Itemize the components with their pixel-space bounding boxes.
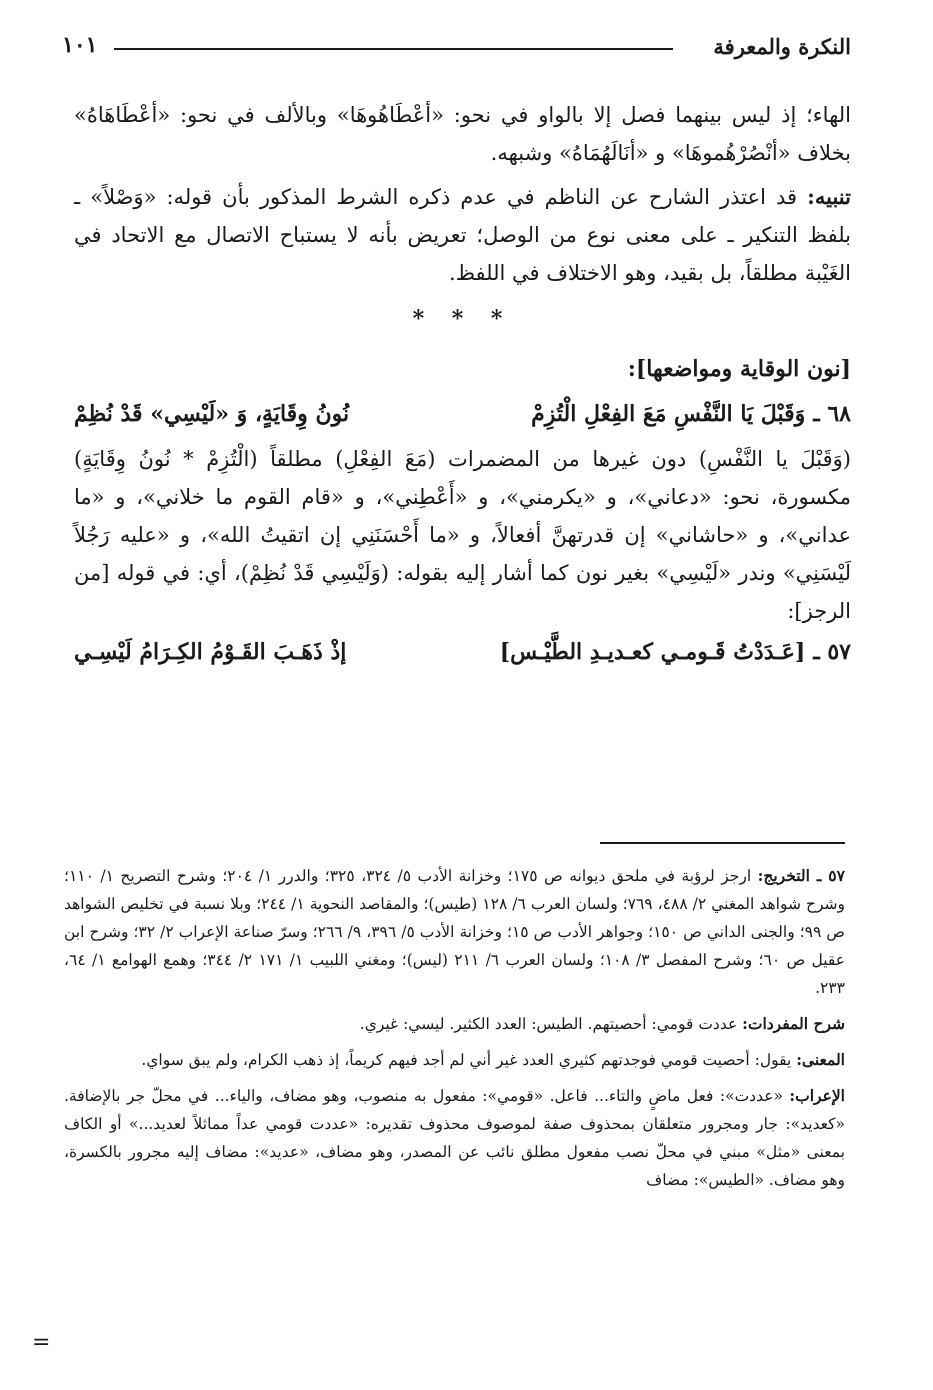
section-divider: * * * — [412, 306, 513, 332]
verse-68 — [74, 394, 851, 434]
page-number: ١٠١ — [62, 32, 98, 58]
commentary-paragraph: (وَقَبْلَ يا النَّفْسِ) دون غيرها من المضمرات (مَعَ الفِعْلِ) مطلقاً (الْتُزِمْ * نُونُ وِقَايَةٍ) مكسورة، نحو: «دعاني»، و «يكرمني»، و «أَعْطِني»، و «قام القوم ما خلاني»، و «ما عداني»، و «حاشاني» إن قدرتهنَّ أفعالاً، و «ما أَحْسَنَنِي إن اتقيتُ الله»، و «عليه رَجُلاً لَيْسَنِي» وندر «لَيْسِي» بغير نون كما أشار إليه بقوله: (وَلَيْسِي قَدْ نُظِمْ)، أي: في قوله [من الرجز]: — [74, 447, 851, 623]
maana-label: المعنى: — [796, 1050, 845, 1069]
verse-57-hemistich-1: [عَـدَدْتُ قَـومـي كعـديـدِ الطَّيْـس] — [499, 639, 806, 665]
footnote-maana — [64, 1046, 845, 1074]
verse-68-hemistich-1: وَقَبْلَ يَا النَّفْسِ مَعَ الفِعْلِ الْتُزِمْ — [531, 401, 806, 427]
tanbih-label: تنبيه: — [807, 184, 851, 209]
verse-68-hemistich-2: نُونُ وِقَايَةٍ، وَ «لَيْسِي» قَدْ نُظِمْ — [74, 401, 350, 427]
chapter-title: النكرة والمعرفة — [713, 34, 851, 59]
verse-57-hemistich-2: إذْ ذَهَـبَ القَـوْمُ الكِـرَامُ لَيْسِـي — [74, 639, 347, 665]
mufradat-label: شرح المفردات: — [742, 1014, 845, 1033]
takhrij-text: ارجز لرؤبة في ملحق ديوانه ص ١٧٥؛ وخزانة الأدب ٥/ ٣٢٤، ٣٢٥؛ والدرر ١/ ٢٠٤؛ وشرح التصريح ١/ ١١٠؛ وشرح شواهد المغني ٢/ ٤٨٨، ٧٦٩؛ ولسان العرب ٦/ ١٢٨ (طيس)؛ والمقاصد النحوية ١/ ٢٤٤؛ وبلا نسبة في تخليص الشواهد ص ٩٩؛ والجنى الداني ص ١٥٠؛ وجواهر الأدب ص ١٥؛ وخزانة الأدب ٥/ ٣٩٦، ٩/ ٢٦٦؛ وسرّ صناعة الإعراب ٢/ ٣٢؛ وشرح ابن عقيل ص ٦٠؛ وشرح المفصل ٣/ ١٠٨؛ ولسان العرب ٦/ ٢١١ (ليس)؛ ومغني اللبيب ١/ ١٧١ ٢/ ٣٤٤؛ وهمع الهوامع ١/ ٦٤، ٢٣٣. — [64, 867, 846, 997]
paragraph-1: الهاء؛ إذ ليس بينهما فصل إلا بالواو في نحو: «أعْطَاهُوهَا» وبالألف في نحو: «أعْطَاهَاهُ» بخلاف «أنْصُرْهُموهَا» و «أنَالَهُمَاهُ» وشبهه. — [74, 103, 851, 165]
tanbih-paragraph — [74, 178, 851, 292]
verse-57 — [74, 632, 851, 672]
footnote-mufradat — [64, 1010, 845, 1038]
verse-57-number: ٥٧ ـ — [813, 639, 851, 665]
tanbih-text: قد اعتذر الشارح عن الناظم في عدم ذكره الشرط المذكور بأن قوله: «وَصْلاً» ـ بلفظ التنكير ـ على معنى نوع من الوصل؛ تعريض بأنه لا يستباح الاتصال مع الاتحاد في الغَيْبة مطلقاً، بل بقيد، وهو الاختلاف في اللفظ. — [74, 185, 851, 285]
footnote-takhrij — [64, 862, 845, 1002]
footnotes — [64, 862, 845, 1194]
continuation-mark: = — [32, 1330, 51, 1355]
header-rule — [114, 48, 673, 50]
takhrij-label: ٥٧ ـ التخريج: — [757, 866, 845, 885]
footnote-separator — [600, 842, 845, 844]
verse-68-number: ٦٨ ـ — [813, 401, 851, 427]
section-heading: [نون الوقاية ومواضعها]: — [627, 356, 851, 382]
footnote-irab — [64, 1082, 845, 1194]
mufradat-text: عددت قومي: أحصيتهم. الطيس: العدد الكثير. ليسي: غيري. — [359, 1015, 738, 1033]
maana-text: يقول: أحصيت قومي فوجدتهم كثيري العدد غير أني لم أجد فيهم كريماً، إذ ذهب الكرام، ولم يبق سواي. — [141, 1051, 792, 1069]
running-header — [62, 30, 851, 64]
irab-label: الإعراب: — [789, 1086, 845, 1105]
irab-text: «عددت»: فعل ماضٍ والتاء... فاعل. «قومي»: مفعول به منصوب، وهو مضاف، والياء... في محلّ جر بالإضافة. «كعديد»: جار ومجرور متعلقان بمحذوف صفة لموصوف محذوف تقديره: «عددت قومي عداً مماثلاً لعديد...» أو الكاف بمعنى «مثل» مبني في محلّ نصب مفعول مطلق نائب عن المصدر، وهو مضاف، «عديد»: مضاف إليه مجرور بالكسرة، وهو مضاف. «الطيس»: مضاف — [64, 1087, 845, 1189]
main-text — [74, 96, 851, 678]
